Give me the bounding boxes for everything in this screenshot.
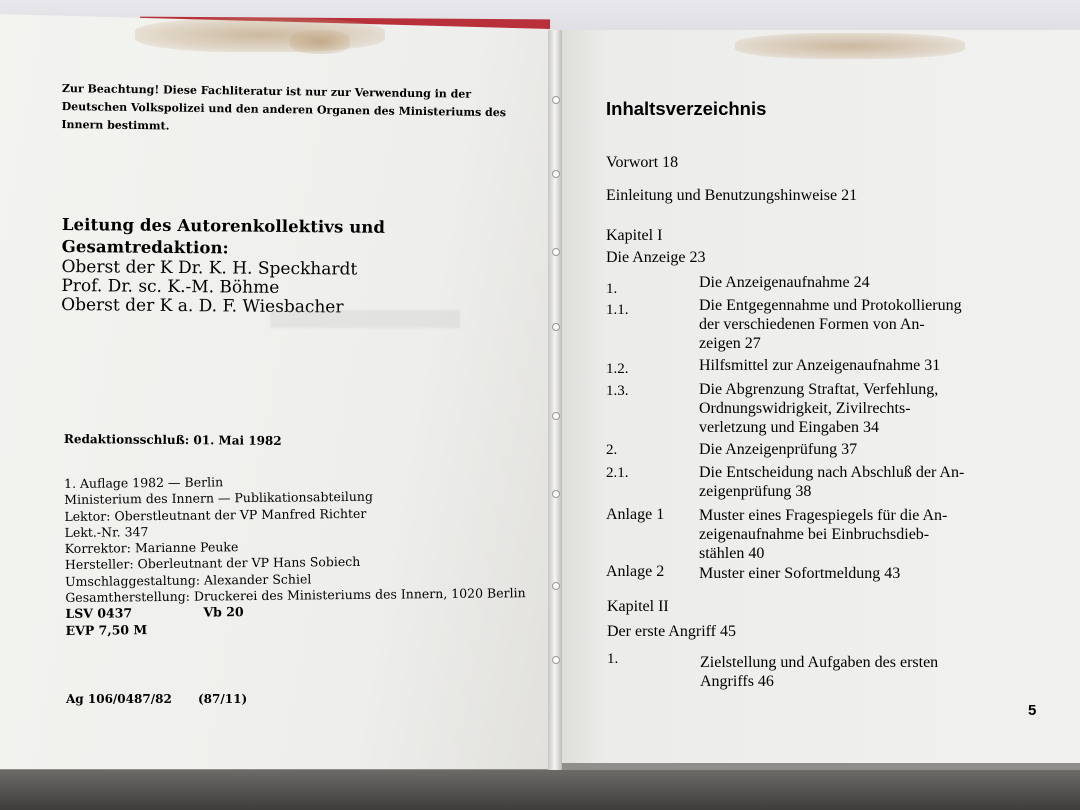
binding-stitch xyxy=(552,248,560,256)
toc-chapter-1: Kapitel I xyxy=(606,227,663,244)
binding-stitch xyxy=(552,412,560,420)
toc-entry: Hilfsmittel zur Anzeigenaufnahme 31 xyxy=(699,357,941,374)
binding-stitch xyxy=(552,582,560,590)
toc-entry xyxy=(699,506,1039,563)
toc-entry-line: Angriffs 46 xyxy=(700,673,774,690)
binding-stitch xyxy=(552,96,560,104)
toc-entry-einleitung: Einleitung und Benutzungshinweise 21 xyxy=(606,187,858,204)
imprint-line: Korrektor: Marianne Peuke xyxy=(64,539,239,557)
toc-entry xyxy=(699,296,1039,353)
toc-entry-line: zeigenprüfung 38 xyxy=(699,483,812,500)
toc-entry-line: Ordnungswidrigkeit, Zivilrechts- xyxy=(699,400,911,417)
toc-entry-line: Die Entscheidung nach Abschluß der An- xyxy=(699,464,965,481)
toc-entry: Muster einer Sofortmeldung 43 xyxy=(699,565,901,582)
toc-number: 1. xyxy=(606,281,618,297)
toc-number: 1.2. xyxy=(606,361,629,377)
toc-entry-line: zeigen 27 xyxy=(699,335,761,352)
editorial-deadline: Redaktionsschluß: 01. Mai 1982 xyxy=(63,432,282,448)
toc-entry-vorwort: Vorwort 18 xyxy=(606,154,679,171)
imprint-line: Hersteller: Oberleutnant der VP Hans Sobiech xyxy=(64,554,361,573)
imprint-line: 1. Auflage 1982 — Berlin xyxy=(64,474,224,491)
toc-entry xyxy=(700,653,1040,691)
ag-line xyxy=(66,692,248,706)
toc-entry-line: Zielstellung und Aufgaben des ersten xyxy=(700,654,939,671)
author-line: Prof. Dr. sc. K.-M. Böhme xyxy=(61,275,280,298)
imprint-line: Lektor: Oberstleutnant der VP Manfred Richter xyxy=(64,505,367,524)
water-stain xyxy=(735,33,965,59)
toc-number: Anlage 2 xyxy=(606,563,665,580)
toc-entry: Die Anzeigenaufnahme 24 xyxy=(699,274,870,291)
toc-entry xyxy=(699,380,1039,437)
page-number: 5 xyxy=(1028,702,1037,719)
binding-stitch xyxy=(552,323,560,331)
toc-number: 1.3. xyxy=(606,383,629,399)
toc-number: 1.1. xyxy=(606,302,629,318)
toc-chapter-2-title: Der erste Angriff 45 xyxy=(607,623,736,640)
faded-print-mark xyxy=(270,310,460,328)
book-edge-shadow xyxy=(0,770,1080,810)
toc-chapter-2: Kapitel II xyxy=(607,598,669,615)
binding-stitch xyxy=(552,490,560,498)
toc-number: 2.1. xyxy=(606,465,629,481)
imprint-line: Lekt.-Nr. 347 xyxy=(64,524,149,540)
binding-stitch xyxy=(552,656,560,664)
toc-entry-line: verletzung und Eingaben 34 xyxy=(699,419,879,436)
toc-entry-line: Die Entgegennahme und Protokollierung xyxy=(699,297,962,314)
imprint-line: Gesamtherstellung: Druckerei des Ministeriums des Innern, 1020 Berlin xyxy=(65,585,526,606)
author-line: Oberst der K Dr. K. H. Speckhardt xyxy=(61,256,358,280)
toc-title: Inhaltsverzeichnis xyxy=(606,98,767,119)
toc-number: 1. xyxy=(607,651,619,667)
imprint-line: Ministerium des Innern — Publikationsabteilung xyxy=(64,489,374,508)
vb-number: Vb 20 xyxy=(203,604,244,620)
evp-price: EVP 7,50 M xyxy=(65,621,148,638)
toc-entry: Die Anzeigenprüfung 37 xyxy=(699,441,858,458)
toc-entry-line: Die Abgrenzung Straftat, Verfehlung, xyxy=(699,381,939,398)
author-line: Oberst der K a. D. F. Wiesbacher xyxy=(61,294,344,318)
toc-entry-line: zeigenaufnahme bei Einbruchsdieb- xyxy=(699,526,930,543)
toc-chapter-1-title: Die Anzeige 23 xyxy=(606,249,706,266)
imprint-line: Umschlaggestaltung: Alexander Schiel xyxy=(65,571,312,589)
imprint-block xyxy=(64,471,526,639)
ag-code: (87/11) xyxy=(198,692,248,706)
binding-stitch xyxy=(552,170,560,178)
notice-text: Zur Beachtung! Diese Fachliteratur ist nur zur Verwendung in der Deutschen Volkspolizei und den anderen Organen des Ministeriums des Innern bestimmt. xyxy=(61,81,507,133)
ag-number: Ag 106/0487/82 xyxy=(66,692,172,706)
authors-heading: Leitung des Autorenkollektivs und Gesamtredaktion: xyxy=(61,214,386,258)
toc-number: Anlage 1 xyxy=(606,506,665,523)
toc-entry xyxy=(699,463,1039,501)
toc-entry-line: Muster eines Fragespiegels für die An- xyxy=(699,507,948,524)
toc-number: 2. xyxy=(606,442,618,458)
lsv-number: LSV 0437 xyxy=(65,605,133,622)
toc-entry-line: stählen 40 xyxy=(699,545,765,562)
authors-block xyxy=(61,214,532,319)
water-stain xyxy=(290,30,350,54)
toc-entry-line: der verschiedenen Formen von An- xyxy=(699,316,925,333)
